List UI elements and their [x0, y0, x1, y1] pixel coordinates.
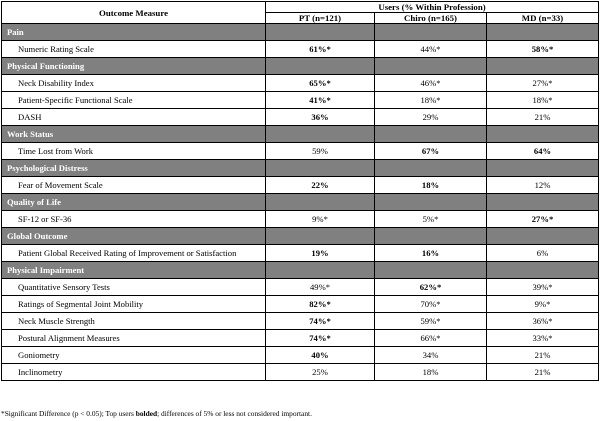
table-row: [2, 177, 599, 194]
table-row: [2, 92, 599, 109]
chiro-value: 67%: [375, 143, 487, 160]
measure-label: Neck Disability Index: [2, 75, 266, 92]
category-cell: [487, 58, 599, 75]
category-cell: [375, 262, 487, 279]
measure-label: Time Lost from Work: [2, 143, 266, 160]
category-title: Global Outcome: [2, 228, 266, 245]
category-row: [2, 58, 599, 75]
pt-value: 9%*: [266, 211, 375, 228]
category-row: [2, 126, 599, 143]
table-body: [2, 24, 599, 381]
category-title: Quality of Life: [2, 194, 266, 211]
table-row: [2, 109, 599, 126]
category-cell: [266, 160, 375, 177]
category-title: Physical Functioning: [2, 58, 266, 75]
chiro-value: 44%*: [375, 41, 487, 58]
category-row: [2, 262, 599, 279]
chiro-value: 46%*: [375, 75, 487, 92]
footnote-suffix: ; differences of 5% or less not considered important.: [157, 409, 312, 418]
table-row: [2, 245, 599, 262]
pt-column-header: PT (n=121): [266, 13, 375, 24]
category-cell: [375, 228, 487, 245]
category-cell: [266, 262, 375, 279]
category-row: [2, 160, 599, 177]
md-value: 9%*: [487, 296, 599, 313]
table-row: [2, 347, 599, 364]
table-row: [2, 211, 599, 228]
pt-value: 19%: [266, 245, 375, 262]
category-cell: [266, 228, 375, 245]
table-row: [2, 75, 599, 92]
table-row: [2, 143, 599, 160]
md-value: 36%*: [487, 313, 599, 330]
chiro-value: 66%*: [375, 330, 487, 347]
chiro-value: 34%: [375, 347, 487, 364]
measure-label: Patient Global Received Rating of Improvement or Satisfaction: [2, 245, 266, 262]
md-value: 21%: [487, 364, 599, 381]
category-cell: [266, 126, 375, 143]
category-cell: [487, 228, 599, 245]
category-cell: [375, 194, 487, 211]
category-cell: [487, 262, 599, 279]
users-header: Users (% Within Profession): [266, 2, 599, 13]
md-value: 21%: [487, 347, 599, 364]
md-value: 27%*: [487, 75, 599, 92]
chiro-value: 18%*: [375, 92, 487, 109]
chiro-value: 18%: [375, 177, 487, 194]
pt-value: 59%: [266, 143, 375, 160]
measure-label: Fear of Movement Scale: [2, 177, 266, 194]
pt-value: 61%*: [266, 41, 375, 58]
chiro-value: 5%*: [375, 211, 487, 228]
outcome-measures-table: [1, 1, 599, 381]
measure-label: Inclinometry: [2, 364, 266, 381]
md-value: 6%: [487, 245, 599, 262]
md-value: 18%*: [487, 92, 599, 109]
md-column-header: MD (n=33): [487, 13, 599, 24]
category-cell: [487, 194, 599, 211]
category-title: Physical Impairment: [2, 262, 266, 279]
category-cell: [375, 126, 487, 143]
pt-value: 40%: [266, 347, 375, 364]
category-cell: [487, 126, 599, 143]
chiro-value: 62%*: [375, 279, 487, 296]
measure-label: Postural Alignment Measures: [2, 330, 266, 347]
table-row: [2, 279, 599, 296]
pt-value: 36%: [266, 109, 375, 126]
table-row: [2, 296, 599, 313]
category-cell: [375, 24, 487, 41]
chiro-value: 59%*: [375, 313, 487, 330]
footnote-bold-word: bolded: [135, 409, 158, 418]
md-value: 58%*: [487, 41, 599, 58]
footnote: [1, 409, 599, 419]
measure-label: DASH: [2, 109, 266, 126]
category-cell: [266, 58, 375, 75]
table-row: [2, 364, 599, 381]
category-cell: [487, 24, 599, 41]
pt-value: 25%: [266, 364, 375, 381]
md-value: 33%*: [487, 330, 599, 347]
category-title: Work Status: [2, 126, 266, 143]
pt-value: 74%*: [266, 313, 375, 330]
md-value: 39%*: [487, 279, 599, 296]
chiro-value: 18%: [375, 364, 487, 381]
table-row: [2, 313, 599, 330]
md-value: 27%*: [487, 211, 599, 228]
outcome-measure-header: Outcome Measure: [2, 2, 266, 24]
category-row: [2, 24, 599, 41]
measure-label: Goniometry: [2, 347, 266, 364]
category-cell: [375, 160, 487, 177]
footnote-prefix: *Significant Difference (p < 0.05); Top users: [1, 409, 136, 418]
category-row: [2, 194, 599, 211]
category-cell: [375, 58, 487, 75]
table-row: [2, 330, 599, 347]
measure-label: Quantitative Sensory Tests: [2, 279, 266, 296]
measure-label: Neck Muscle Strength: [2, 313, 266, 330]
category-title: Psychological Distress: [2, 160, 266, 177]
category-cell: [487, 160, 599, 177]
chiro-value: 70%*: [375, 296, 487, 313]
measure-label: Ratings of Segmental Joint Mobility: [2, 296, 266, 313]
table-row: [2, 41, 599, 58]
chiro-value: 16%: [375, 245, 487, 262]
pt-value: 82%*: [266, 296, 375, 313]
pt-value: 49%*: [266, 279, 375, 296]
category-cell: [266, 24, 375, 41]
md-value: 12%: [487, 177, 599, 194]
chiro-column-header: Chiro (n=165): [375, 13, 487, 24]
pt-value: 65%*: [266, 75, 375, 92]
pt-value: 74%*: [266, 330, 375, 347]
pt-value: 22%: [266, 177, 375, 194]
category-row: [2, 228, 599, 245]
category-cell: [266, 194, 375, 211]
measure-label: Patient-Specific Functional Scale: [2, 92, 266, 109]
measure-label: Numeric Rating Scale: [2, 41, 266, 58]
category-title: Pain: [2, 24, 266, 41]
measure-label: SF-12 or SF-36: [2, 211, 266, 228]
md-value: 21%: [487, 109, 599, 126]
pt-value: 41%*: [266, 92, 375, 109]
md-value: 64%: [487, 143, 599, 160]
chiro-value: 29%: [375, 109, 487, 126]
